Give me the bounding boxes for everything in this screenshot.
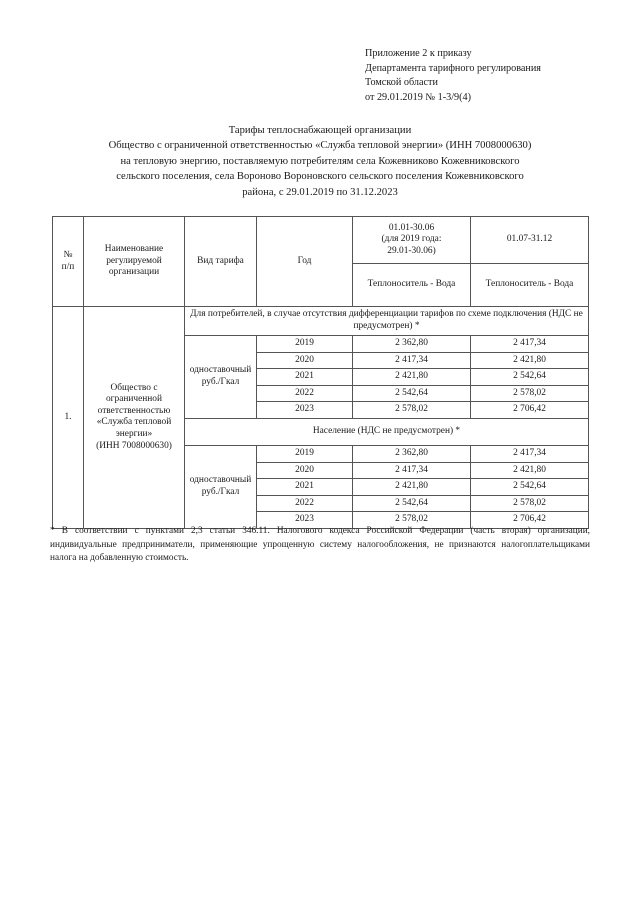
header-line-1: Приложение 2 к приказу [365,48,472,59]
cell-year: 2023 [257,402,353,419]
cell-year: 2021 [257,369,353,386]
col-header-carrier-2: Теплоноситель - Вода [471,264,589,307]
page-title [40,123,600,200]
col-header-number-line1: № [63,249,73,260]
cell-period-2-value: 2 578,02 [471,495,589,512]
col-header-period-1 [353,217,471,264]
cell-period-1-value: 2 417,34 [353,352,471,369]
cell-year: 2022 [257,385,353,402]
cell-organization-name [84,307,185,529]
org-line-3: ответственностью [97,405,171,416]
cell-period-1-value: 2 362,80 [353,336,471,353]
cell-year: 2021 [257,479,353,496]
cell-period-1-value: 2 417,34 [353,462,471,479]
section-caption-consumers: Для потребителей, в случае отсутствия дифференциации тарифов по схеме подключения (НДС не предусмотрен) * [185,307,589,336]
table-body [53,307,589,529]
cell-tariff-type-population [185,445,257,528]
cell-period-1-value: 2 421,80 [353,479,471,496]
title-line-1: Тарифы теплоснабжающей организации [228,125,412,136]
org-line-5: энергии» [115,429,153,440]
order-reference-header [365,47,615,105]
title-line-4: сельского поселения, села Вороново Вороновского сельского поселения Кожевниковского [116,171,524,183]
cell-year: 2020 [257,462,353,479]
tariff-type-line-2: руб./Гкал [201,376,240,387]
cell-period-2-value: 2 578,02 [471,385,589,402]
cell-period-1-value: 2 362,80 [353,445,471,462]
table-header [53,217,589,307]
cell-period-1-value: 2 421,80 [353,369,471,386]
col-header-tariff-type: Вид тарифа [185,217,257,307]
cell-year: 2019 [257,336,353,353]
header-line-3: Томской области [365,77,438,89]
cell-period-2-value: 2 417,34 [471,445,589,462]
cell-tariff-type-consumers [185,336,257,419]
period-1-line2: (для 2019 года: [381,234,442,245]
col-header-organization: Наименование регулируемой организации [84,217,185,307]
cell-period-1-value: 2 578,02 [353,512,471,529]
title-line-2: Общество с ограниченной ответственностью «Служба тепловой энергии» (ИНН 7008000630) [108,140,532,152]
cell-period-1-value: 2 542,64 [353,495,471,512]
header-line-2: Департамента тарифного регулирования [365,62,541,74]
col-header-number [53,217,84,307]
title-line-5: района, с 29.01.2019 по 31.12.2023 [242,186,398,198]
table-row [53,307,589,336]
org-line-2: ограниченной [105,394,163,405]
title-line-3: на тепловую энергию, поставляемую потребителям села Кожевниково Кожевниковского [120,155,520,167]
cell-year: 2022 [257,495,353,512]
org-line-6: (ИНН 7008000630) [96,440,172,451]
footnote-text: * В соответствии с пунктами 2,3 статьи 346.11. Налогового кодекса Российской Федерации (часть вторая) организации, индивидуальные предприниматели, применяющие упрощенную систему налогообложения, не признаются налогоплательщиками налога на добавленную стоимость. [50,526,590,564]
section-caption-population: Население (НДС не предусмотрен) * [185,418,589,445]
header-line-4: от 29.01.2019 № 1-3/9(4) [365,91,471,103]
cell-row-number: 1. [53,307,84,529]
period-1-line1: 01.01-30.06 [388,222,435,233]
col-header-carrier-1: Теплоноситель - Вода [353,264,471,307]
cell-period-2-value: 2 542,64 [471,369,589,386]
cell-period-2-value: 2 706,42 [471,512,589,529]
org-line-4: «Служба тепловой [96,417,172,428]
tariff-table [52,216,589,529]
cell-year: 2019 [257,445,353,462]
tariff-type-line-2: руб./Гкал [201,486,240,497]
tariff-type-line-1: одноставочный [189,475,252,486]
tariff-type-line-1: одноставочный [189,365,252,376]
cell-year: 2020 [257,352,353,369]
cell-period-2-value: 2 417,34 [471,336,589,353]
cell-period-2-value: 2 421,80 [471,352,589,369]
col-header-period-2: 01.07-31.12 [471,217,589,264]
cell-period-1-value: 2 542,64 [353,385,471,402]
col-header-number-line2: п/п [61,261,75,272]
cell-period-2-value: 2 706,42 [471,402,589,419]
org-line-1: Общество с [110,382,158,393]
cell-year: 2023 [257,512,353,529]
cell-period-1-value: 2 578,02 [353,402,471,419]
period-1-line3: 29.01-30.06) [387,245,436,256]
table-header-row-1 [53,217,589,264]
cell-period-2-value: 2 421,80 [471,462,589,479]
col-header-year: Год [257,217,353,307]
cell-period-2-value: 2 542,64 [471,479,589,496]
